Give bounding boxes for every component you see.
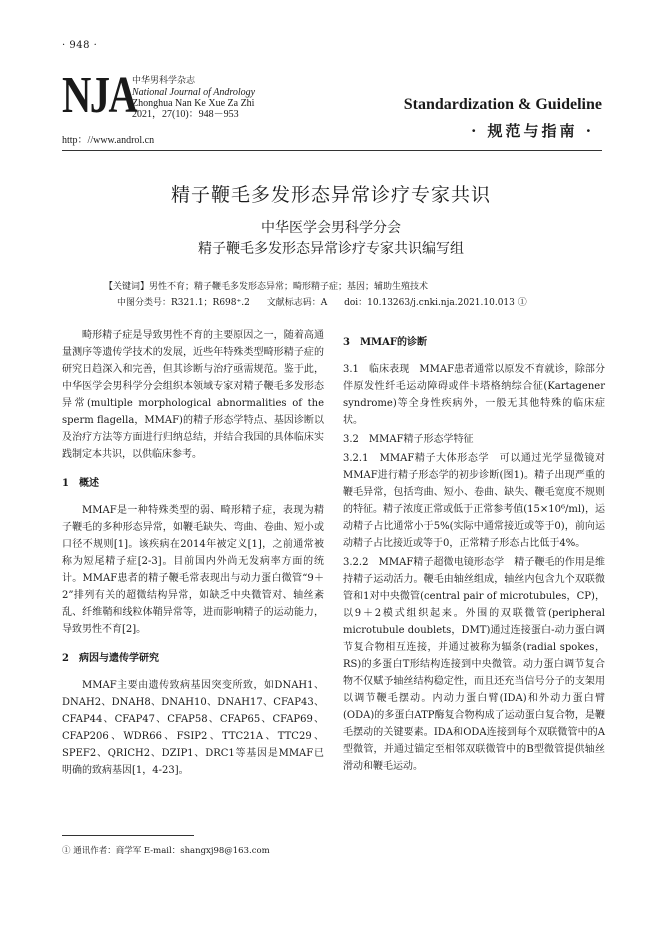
- header-divider: [62, 150, 602, 151]
- section-2-heading: 2 病因与遗传学研究: [62, 653, 159, 664]
- page-number: · 948 ·: [62, 40, 98, 51]
- section-3-heading: 3 MMAF的诊断: [343, 337, 427, 348]
- journal-logo: NJA: [62, 67, 137, 124]
- journal-issue: 2021，27(10)：948－953: [132, 109, 239, 120]
- journal-cn: 中华男科学杂志: [132, 76, 196, 86]
- section-3-2-2-paragraph: 3.2.2 MMAF精子超微电镜形态学 精子鞭毛的作用是维持精子运动活力。鞭毛由轴丝组成，轴丝内包含九个双联微管和1对中央微管(central pair of microtubules，CP)，以9＋2模式组织起来。外围的双联微管(peripheral microtubule doublets，DMT)通过连接蛋白-动力蛋白调节复合物相互连接，并通过被称为辐条(radial spokes，RS)的多蛋白T形结构连接到中央微管。动力蛋白调节复合物不仅赋予轴丝结构稳定性，而且还充当信号分子的支架用以调节鞭毛摆动。内动力蛋白臂(IDA)和外动力蛋白臂(ODA)的多蛋白ATP酶复合物构成了运动蛋白复合物，是鞭毛摆动的关键要素。IDA和ODA连接到每个双联微管中的A型微管，并通过锚定至相邻双联微管中的B型微管提供轴丝滑动和鞭毛运动。: [343, 557, 605, 772]
- section-1-heading: 1 概述: [62, 478, 99, 489]
- section-3-2-1-paragraph: 3.2.1 MMAF精子大体形态学 可以通过光学显微镜对MMAF进行精子形态学的初步诊断(图1)。精子出现严重的鞭毛异常，包括弯曲、短小、卷曲、缺失、鞭毛宽度不规则的特征。精子浓度正常或低于正常参考值(15×10⁶/ml)，运动精子占比通常小于5%(实际中通常接近或等于0)，前向运动精子占比接近或等于0，正常精子形态占比低于4%。: [343, 453, 605, 549]
- journal-url[interactable]: http：//www.androl.cn: [62, 135, 155, 146]
- footnote: ① 通讯作者：商学军 E-mail：shangxj98@163.com: [62, 846, 270, 856]
- journal-pinyin: Zhonghua Nan Ke Xue Za Zhi: [132, 98, 255, 109]
- keywords: 【关键词】男性不育；精子鞭毛多发形态异常；畸形精子症；基因；辅助生殖技术: [104, 282, 429, 292]
- classification-line: [117, 297, 541, 309]
- section-label-en: Standardization & Guideline: [403, 96, 602, 113]
- section-label-cn: · 规范与指南 ·: [471, 122, 594, 140]
- journal-info: [132, 76, 255, 120]
- document-code: 文献标志码：A: [266, 298, 328, 308]
- footnote-divider: [62, 835, 194, 836]
- section-3-2-heading: 3.2 MMAF精子形态学特征: [343, 434, 474, 445]
- section-3-1-paragraph: 3.1 临床表现 MMAF患者通常以原发不育就诊，除部分伴原发性纤毛运动障碍或伴卡塔格纳综合征(Kartagener syndrome)等全身性疾病外，一般无其他特殊的临床症状。: [343, 364, 605, 426]
- author-org-1: 中华医学会男科学分会: [261, 220, 401, 236]
- journal-en: National Journal of Andrology: [132, 87, 256, 98]
- intro-paragraph: 畸形精子症是导致男性不育的主要原因之一，随着高通量测序等遗传学技术的发展，近些年特殊类型畸形精子症的研究日趋深入和完善，但其诊断与治疗亟需规范。鉴于此，中华医学会男科学分会组织本领域专家对精子鞭毛多发形态异常(multiple morphological abnormalities of the sperm flagella，MMAF)的精子形态学特点、基因诊断以及治疗方法等方面进行归纳总结，并结合我国的具体临床实践制定本共识，以供临床参考。: [62, 330, 324, 460]
- right-column: [343, 334, 605, 775]
- section-1-paragraph: MMAF是一种特殊类型的弱、畸形精子症，表现为精子鞭毛的多种形态异常，如鞭毛缺失、弯曲、卷曲、短小或口径不规则[1]。该疾病在2014年被定义[1]，之前通常被称为短尾精子症[2-3]。目前国内外尚无发病率方面的统计。MMAF患者的精子鞭毛常表现出与动力蛋白微管“9＋2”排列有关的超微结构异常，如缺乏中央微管对、轴丝紊乱、纤维鞘和线粒体鞘异常等，进而影响精子的运动能力，导致男性不育[2]。: [62, 505, 324, 635]
- section-2-paragraph: MMAF主要由遗传致病基因突变所致，如DNAH1、DNAH2、DNAH8、DNAH10、DNAH17、CFAP43、CFAP44、CFAP47、CFAP58、CFAP65、CFAP69、CFAP206、WDR66、FSIP2、TTC21A、TTC29、SPEF2、QRICH2、DZIP1、DRC1等基因是MMAF已明确的致病基因[1，4-23]。: [62, 680, 324, 776]
- left-column: [62, 327, 324, 779]
- article-title: 精子鞭毛多发形态异常诊疗专家共识: [170, 184, 491, 206]
- clc-number: 中图分类号：R321.1；R698⁺.2: [117, 298, 250, 308]
- author-org-2: 精子鞭毛多发形态异常诊疗专家共识编写组: [198, 241, 464, 257]
- doi: doi：10.13263/j.cnki.nja.2021.10.013 ①: [344, 298, 527, 308]
